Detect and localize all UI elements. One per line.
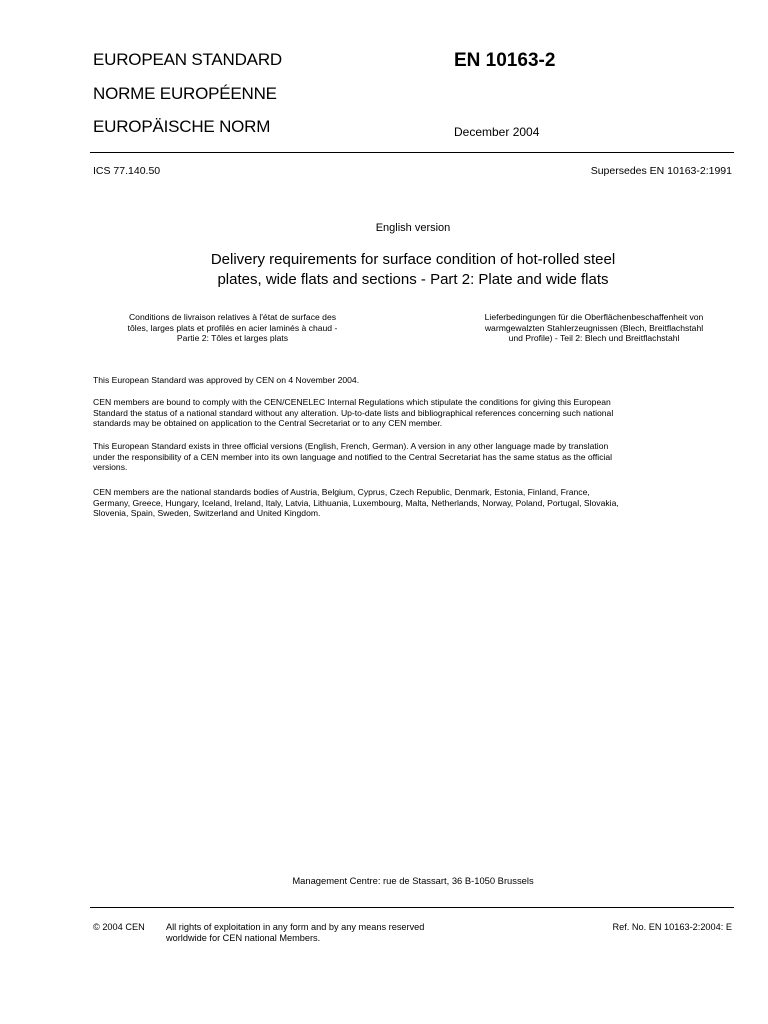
paragraph-line: Germany, Greece, Hungary, Iceland, Ireland, Italy, Latvia, Lithuania, Luxembourg, Malta, Netherlands, Norway, Poland, Portugal, Slovakia,	[93, 497, 619, 508]
management-centre: Management Centre: rue de Stassart, 36 B-1050 Brussels	[292, 875, 534, 886]
standard-number: EN 10163-2	[454, 50, 556, 71]
header-divider	[90, 152, 734, 153]
german-title	[450, 312, 738, 344]
ics-code: ICS 77.140.50	[93, 165, 161, 177]
standard-title-fr: NORME EUROPÉENNE	[93, 84, 277, 103]
supersedes-note: Supersedes EN 10163-2:1991	[590, 165, 732, 177]
german-title-line: warmgewalzten Stahlerzeugnissen (Blech, Breitflachstahl	[484, 322, 704, 333]
standard-title-en: EUROPEAN STANDARD	[93, 50, 282, 69]
rights-notice	[166, 922, 424, 943]
paragraph-line: standards may be obtained on application to the Central Secretariat or to any CEN member.	[93, 418, 443, 429]
french-title-line: Partie 2: Tôles et larges plats	[176, 333, 289, 344]
reference-number: Ref. No. EN 10163-2:2004: E	[612, 922, 732, 932]
paragraph-line: Slovenia, Spain, Sweden, Switzerland and United Kingdom.	[93, 508, 321, 519]
language-version: English version	[375, 222, 451, 234]
rights-line: worldwide for CEN national Members.	[166, 932, 321, 943]
paragraph-line: CEN members are bound to comply with the CEN/CENELEC Internal Regulations which stipulate the conditions for giving this European	[93, 397, 611, 407]
paragraph-line: This European Standard was approved by CEN on 4 November 2004.	[93, 375, 360, 385]
french-title-line: tôles, larges plats et profilés en acier laminés à chaud -	[127, 322, 338, 333]
german-title-line: und Profile) - Teil 2: Blech und Breitflachstahl	[508, 333, 680, 344]
paragraph-line: Standard the status of a national standard without any alteration. Up-to-date lists and bibliographical references concerning such national	[93, 407, 614, 418]
compliance-paragraph	[93, 397, 743, 429]
paragraph-line: This European Standard exists in three official versions (English, French, German). A version in any other language made by translation	[93, 441, 609, 451]
members-paragraph	[93, 487, 743, 519]
paragraph-line: CEN members are the national standards bodies of Austria, Belgium, Cyprus, Czech Republic, Denmark, Estonia, Finland, France,	[93, 487, 590, 497]
paragraph-line: under the responsibility of a CEN member into its own language and notified to the Central Secretariat has the same status as the official	[93, 451, 613, 462]
approval-paragraph	[93, 375, 743, 386]
french-title	[90, 312, 375, 344]
document-title	[0, 250, 768, 290]
document-title-line: Delivery requirements for surface condition of hot-rolled steel	[210, 251, 616, 268]
german-title-line: Lieferbedingungen für die Oberflächenbeschaffenheit von	[484, 312, 704, 322]
rights-line: All rights of exploitation in any form and by any means reserved	[166, 922, 425, 932]
paragraph-line: versions.	[93, 462, 128, 473]
publication-date: December 2004	[454, 125, 540, 139]
document-title-line: plates, wide flats and sections - Part 2: Plate and wide flats	[217, 271, 609, 288]
footer-divider	[90, 907, 734, 908]
copyright: © 2004 CEN	[93, 922, 145, 932]
standard-title-de: EUROPÄISCHE NORM	[93, 117, 271, 136]
versions-paragraph	[93, 441, 743, 473]
french-title-line: Conditions de livraison relatives à l'état de surface des	[128, 312, 337, 322]
